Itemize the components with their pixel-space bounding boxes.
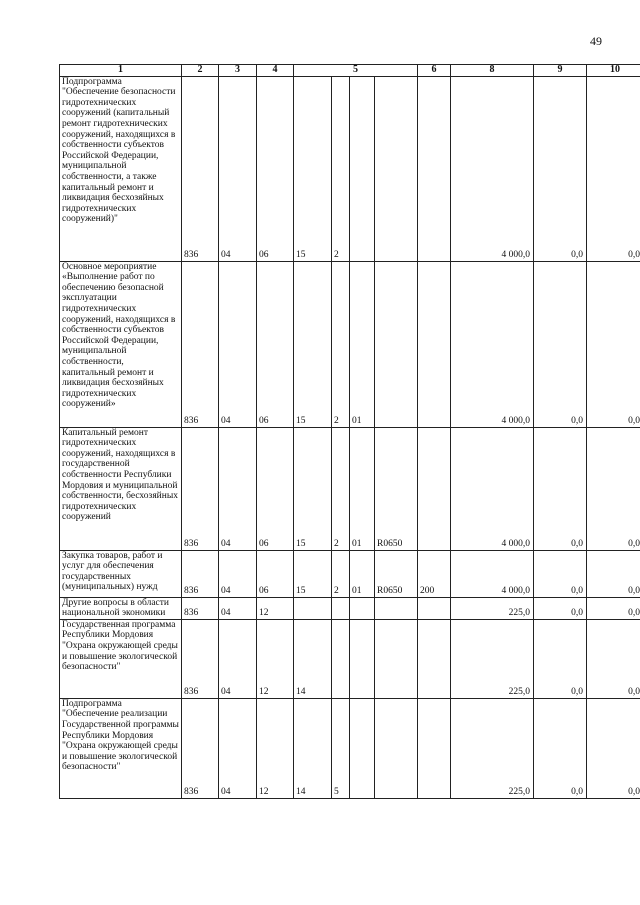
cell-section: 04 — [219, 698, 257, 798]
header-col-5: 5 — [294, 65, 418, 77]
cell-ministry: 836 — [182, 698, 219, 798]
cell-amount-3: 0,0 — [587, 698, 640, 798]
cell-amount-2: 0,0 — [534, 619, 587, 698]
cell-expense-type — [418, 261, 451, 427]
cell-amount: 4 000,0 — [451, 427, 534, 550]
header-col-3: 3 — [219, 65, 257, 77]
cell-amount-3: 0,0 — [587, 550, 640, 597]
cell-section: 04 — [219, 427, 257, 550]
cell-amount-3: 0,0 — [587, 76, 640, 261]
row-name: Капитальный ремонт гидротехнических сооружений, находящихся в государственной собственности Республики Мордовия и муниципальной собственности, бесхозяйных гидротехнических сооружений — [60, 427, 182, 550]
cell-ministry: 836 — [182, 619, 219, 698]
header-col-6: 6 — [418, 65, 451, 77]
cell-direction — [375, 76, 418, 261]
cell-amount: 225,0 — [451, 698, 534, 798]
cell-amount-2: 0,0 — [534, 427, 587, 550]
cell-ministry: 836 — [182, 76, 219, 261]
cell-program: 15 — [294, 76, 332, 261]
cell-section: 04 — [219, 597, 257, 619]
header-col-10: 10 — [587, 65, 640, 77]
cell-amount: 4 000,0 — [451, 261, 534, 427]
cell-subprogram: 2 — [332, 76, 350, 261]
cell-program: 15 — [294, 427, 332, 550]
cell-activity: 01 — [350, 550, 375, 597]
cell-subsection: 06 — [257, 261, 294, 427]
cell-expense-type — [418, 427, 451, 550]
table-row — [60, 261, 640, 427]
header-col-1: 1 — [60, 65, 182, 77]
cell-direction — [375, 597, 418, 619]
cell-amount-2: 0,0 — [534, 698, 587, 798]
cell-program: 15 — [294, 550, 332, 597]
cell-ministry: 836 — [182, 261, 219, 427]
table-row — [60, 698, 640, 798]
cell-subprogram — [332, 619, 350, 698]
cell-direction: R0650 — [375, 427, 418, 550]
cell-activity — [350, 76, 375, 261]
cell-subsection: 06 — [257, 76, 294, 261]
cell-expense-type — [418, 698, 451, 798]
table-row — [60, 550, 640, 597]
cell-section: 04 — [219, 619, 257, 698]
cell-expense-type — [418, 76, 451, 261]
header-row — [60, 65, 640, 77]
row-name: Закупка товаров, работ и услуг для обеспечения государственных (муниципальных) нужд — [60, 550, 182, 597]
cell-subsection: 12 — [257, 698, 294, 798]
cell-activity — [350, 597, 375, 619]
cell-activity — [350, 619, 375, 698]
cell-amount-3: 0,0 — [587, 597, 640, 619]
cell-expense-type: 200 — [418, 550, 451, 597]
cell-subprogram: 2 — [332, 550, 350, 597]
row-name: Другие вопросы в области национальной экономики — [60, 597, 182, 619]
cell-ministry: 836 — [182, 597, 219, 619]
cell-amount-3: 0,0 — [587, 261, 640, 427]
table-row — [60, 597, 640, 619]
header-col-2: 2 — [182, 65, 219, 77]
cell-amount: 225,0 — [451, 597, 534, 619]
cell-section: 04 — [219, 76, 257, 261]
cell-amount-2: 0,0 — [534, 597, 587, 619]
cell-amount-2: 0,0 — [534, 261, 587, 427]
cell-subprogram — [332, 597, 350, 619]
row-name: Основное мероприятие «Выполнение работ по обеспечению безопасной эксплуатации гидротехнических сооружений, находящихся в собственности субъектов Российской Федерации, муниципальной собственности, капитальный ремонт и ликвидация бесхозяйных гидротехнических сооружений» — [60, 261, 182, 427]
cell-ministry: 836 — [182, 427, 219, 550]
page-number: 49 — [590, 34, 602, 48]
cell-section: 04 — [219, 261, 257, 427]
cell-subsection: 06 — [257, 550, 294, 597]
cell-amount-3: 0,0 — [587, 619, 640, 698]
header-col-8: 8 — [451, 65, 534, 77]
cell-program: 14 — [294, 619, 332, 698]
cell-subprogram: 5 — [332, 698, 350, 798]
cell-section: 04 — [219, 550, 257, 597]
cell-direction — [375, 698, 418, 798]
cell-amount-2: 0,0 — [534, 76, 587, 261]
cell-ministry: 836 — [182, 550, 219, 597]
row-name: Подпрограмма "Обеспечение реализации Государственной программы Республики Мордовия "Охрана окружающей среды и повышение экологической безопасности" — [60, 698, 182, 798]
header-col-9: 9 — [534, 65, 587, 77]
cell-direction: R0650 — [375, 550, 418, 597]
cell-direction — [375, 261, 418, 427]
cell-subprogram: 2 — [332, 261, 350, 427]
cell-activity: 01 — [350, 427, 375, 550]
row-name: Государственная программа Республики Мордовия "Охрана окружающей среды и повышение экологической безопасности" — [60, 619, 182, 698]
header-col-4: 4 — [257, 65, 294, 77]
cell-direction — [375, 619, 418, 698]
cell-amount: 225,0 — [451, 619, 534, 698]
table-row — [60, 427, 640, 550]
cell-program — [294, 597, 332, 619]
cell-amount: 4 000,0 — [451, 76, 534, 261]
cell-subsection: 06 — [257, 427, 294, 550]
row-name: Подпрограмма "Обеспечение безопасности гидротехнических сооружений (капитальный ремонт гидротехнических сооружений, находящихся в собственности субъектов Российской Федерации, муниципальной собственности, а также капитальный ремонт и ликвидация бесхозяйных гидротехнических сооружений)" — [60, 76, 182, 261]
cell-program: 15 — [294, 261, 332, 427]
table-row — [60, 76, 640, 261]
cell-activity — [350, 698, 375, 798]
cell-expense-type — [418, 619, 451, 698]
cell-amount-3: 0,0 — [587, 427, 640, 550]
cell-amount-2: 0,0 — [534, 550, 587, 597]
cell-subsection: 12 — [257, 597, 294, 619]
cell-subprogram: 2 — [332, 427, 350, 550]
cell-expense-type — [418, 597, 451, 619]
budget-table — [59, 64, 640, 799]
cell-activity: 01 — [350, 261, 375, 427]
cell-amount: 4 000,0 — [451, 550, 534, 597]
table-row — [60, 619, 640, 698]
cell-subsection: 12 — [257, 619, 294, 698]
cell-program: 14 — [294, 698, 332, 798]
